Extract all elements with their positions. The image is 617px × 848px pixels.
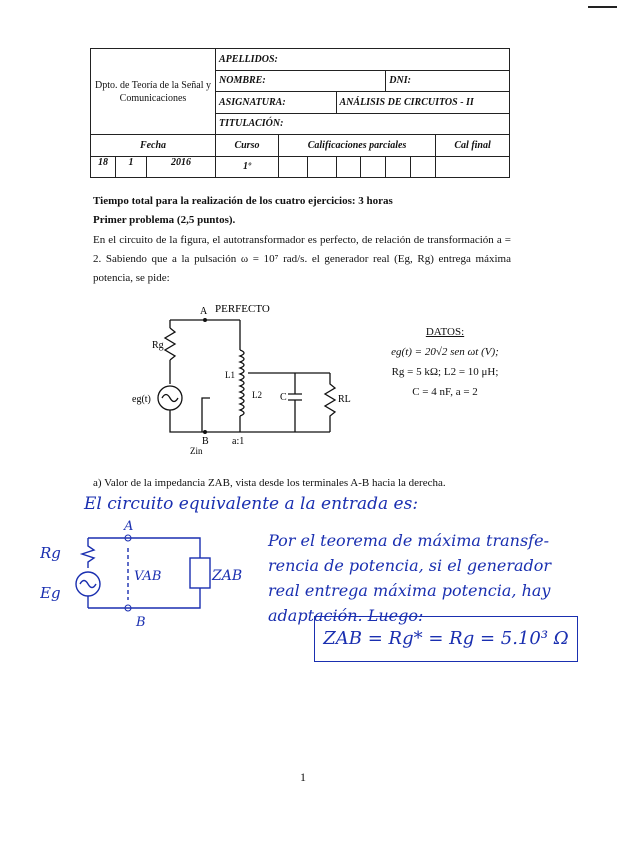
explanation-line-2: rencia de potencia, si el generador bbox=[268, 556, 552, 575]
l1-label: L1 bbox=[225, 370, 235, 380]
rl-label: RL bbox=[338, 394, 351, 405]
circuit-diagram bbox=[130, 298, 370, 458]
perfecto-label: PERFECTO bbox=[215, 303, 270, 315]
eq-vab-label: VAB bbox=[134, 569, 162, 584]
rg-resistor bbox=[165, 328, 175, 360]
exam-header-table bbox=[90, 48, 510, 178]
problem-statement: En el circuito de la figura, el autotransformador es perfecto, de relación de transformación a = 2. Sabiendo que a la pulsación ω = 10⁷ rad/s. el generador real (Eg, Rg) entrega máxima potencia, se pide: bbox=[93, 234, 511, 284]
bottom-wire-left bbox=[170, 410, 240, 432]
dni-field: DNI: bbox=[386, 70, 510, 92]
capacitor-symbol bbox=[288, 373, 302, 432]
eg-label: eg(t) bbox=[132, 394, 151, 405]
ratio-label: a:1 bbox=[232, 436, 245, 447]
curso-header: Curso bbox=[216, 135, 279, 157]
asignatura-value: ANÁLISIS DE CIRCUITOS - II bbox=[336, 92, 509, 114]
zin-label: Zin bbox=[190, 446, 203, 456]
page-number: 1 bbox=[300, 770, 306, 784]
rg-label: Rg bbox=[152, 340, 164, 351]
eq-node-a: A bbox=[124, 519, 134, 534]
node-a-label: A bbox=[200, 306, 208, 317]
department-cell: Dpto. de Teoría de la Señal y Comunicaciones bbox=[91, 49, 216, 135]
explanation-line-3: real entrega máxima potencia, hay bbox=[268, 581, 551, 600]
time-limit: Tiempo total para la realización de los cuatro ejercicios: 3 horas bbox=[93, 195, 393, 207]
titulacion-field: TITULACIÓN: bbox=[216, 113, 510, 135]
c-label: C bbox=[280, 392, 287, 403]
datos-line-2: Rg = 5 kΩ; L2 = 10 μH; bbox=[391, 366, 499, 378]
calificaciones-header: Calificaciones parciales bbox=[278, 135, 435, 157]
datos-line-1: eg(t) = 20√2 sen ωt (V); bbox=[391, 346, 499, 358]
grade-cell-3 bbox=[336, 156, 361, 178]
fecha-header: Fecha bbox=[91, 135, 216, 157]
datos-line-3: C = 4 nF, a = 2 bbox=[412, 386, 478, 398]
date-day: 18 bbox=[91, 157, 116, 178]
equivalent-circuit bbox=[40, 518, 250, 628]
problem-title: Primer problema (2,5 puntos). bbox=[93, 214, 236, 226]
eq-zab-label: ZAB bbox=[212, 568, 243, 584]
handwritten-result-box: ZAB = Rg* = Rg = 5.10³ Ω bbox=[314, 616, 578, 662]
handwritten-title: El circuito equivalente a la entrada es: bbox=[84, 494, 419, 514]
grade-cell-1 bbox=[278, 156, 307, 178]
grade-cell-5 bbox=[386, 156, 411, 178]
datos-title: DATOS: bbox=[425, 326, 465, 338]
nombre-field: NOMBRE: bbox=[216, 70, 386, 92]
l2-label: L2 bbox=[252, 390, 262, 400]
question-a: a) Valor de la impedancia ZAB, vista desde los terminales A-B hacia la derecha. bbox=[93, 477, 446, 489]
explanation-line-1: Por el teorema de máxima transfe- bbox=[268, 531, 549, 550]
grade-cell-4 bbox=[361, 156, 386, 178]
eq-node-b: B bbox=[136, 615, 146, 628]
rl-resistor bbox=[325, 373, 335, 432]
handwritten-explanation bbox=[268, 528, 598, 628]
zin-arrow bbox=[202, 398, 210, 432]
final-grade-cell bbox=[436, 156, 510, 178]
grade-cell-2 bbox=[307, 156, 336, 178]
asignatura-label: ASIGNATURA: bbox=[216, 92, 337, 114]
datos-box bbox=[370, 322, 520, 402]
apellidos-field: APELLIDOS: bbox=[216, 49, 510, 71]
curso-value: 1º bbox=[216, 156, 279, 178]
autotransformer-coil bbox=[240, 350, 244, 416]
eq-rg-resistor bbox=[82, 538, 94, 568]
node-b-label: B bbox=[202, 436, 209, 447]
cal-final-header: Cal final bbox=[436, 135, 510, 157]
date-cell bbox=[91, 156, 216, 178]
explanation-line-4: adaptación. Luego: bbox=[268, 606, 424, 625]
eq-eg-label: Eg bbox=[40, 584, 61, 602]
date-year: 2016 bbox=[171, 156, 191, 168]
date-month: 1 bbox=[116, 157, 147, 178]
eq-rg-label: Rg bbox=[40, 544, 61, 562]
page-corner-mark bbox=[588, 6, 617, 8]
grade-cell-6 bbox=[411, 156, 436, 178]
